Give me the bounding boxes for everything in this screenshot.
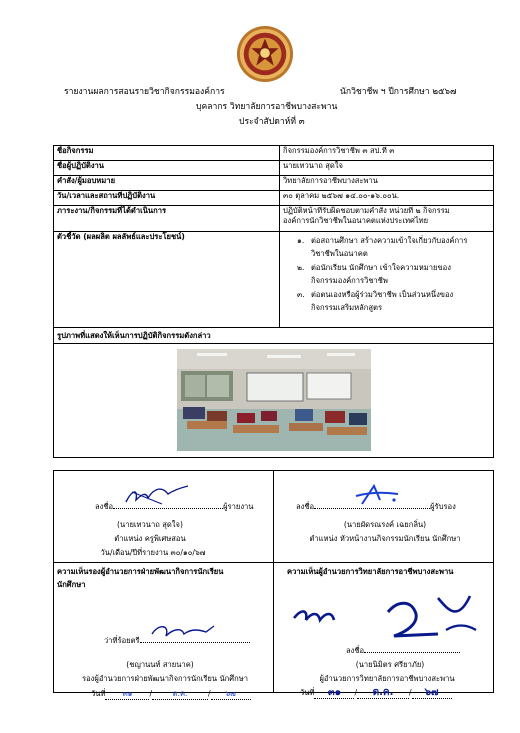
college-seal-icon bbox=[236, 25, 294, 83]
row-value-line1: ปฏิบัติหน้าที่รับผิดชอบตามคำสั่ง หน่วยที่ ๒ กิจกรรม bbox=[283, 206, 450, 215]
sign-prefix: ว่าที่ร้อยตรี bbox=[104, 636, 140, 645]
date-prefix: วันที่ bbox=[91, 689, 106, 698]
reporter-name: (นายเทวนาถ สุดใจ) bbox=[117, 520, 183, 529]
academic-year: นักวิชาชีพ ฯ ปีการศึกษา ๒๕๖๗ bbox=[340, 87, 457, 97]
row-label: คำสั่ง/ผู้มอบหมาย bbox=[54, 176, 280, 191]
director-name: (นายนิมิตร ศรียาภัย) bbox=[355, 660, 425, 669]
sign-prefix: ลงชื่อ bbox=[296, 502, 315, 511]
date-day: ๓๑ bbox=[314, 688, 354, 699]
sign-prefix: ลงชื่อ bbox=[346, 646, 365, 655]
college-line: บุคลากร วิทยาลัยการอาชีพบางสะพาน bbox=[196, 102, 338, 112]
date-day: ๓๑ bbox=[105, 689, 149, 700]
deputy-name: (ชญานนท์ สายนาค) bbox=[126, 660, 194, 669]
list-item bbox=[283, 288, 490, 314]
item-line1: ต่อตนเองหรือผู้ร่วมวิชาชีพ เป็นส่วนหนึ่งของ bbox=[311, 290, 454, 299]
signature-line bbox=[113, 508, 223, 509]
certifier-signature-icon bbox=[350, 482, 410, 508]
sign-prefix: ลงชื่อ bbox=[95, 502, 114, 511]
date-year: ๖๗ bbox=[412, 688, 452, 699]
item-line2: กิจกรรมเสริมหลักสูตร bbox=[311, 303, 383, 312]
deputy-date-line: วันที่ ๓๑ / ต.ค. / ๖๗ bbox=[91, 689, 251, 700]
director-position: ผู้อำนวยการวิทยาลัยการอาชีพบางสะพาน bbox=[319, 674, 455, 683]
director-date-line: วันที่ ๓๑ / ต.ค. / ๖๗ bbox=[300, 688, 452, 699]
item-line1: ต่อนักเรียน นักศึกษา เข้าใจความหมายของ bbox=[311, 263, 451, 272]
table-row bbox=[54, 176, 494, 191]
table-row bbox=[54, 146, 494, 161]
row-value: นายเทวนาถ สุดใจ bbox=[280, 161, 494, 176]
certifier-position: ตำแหน่ง หัวหน้างานกิจกรรมนักเรียน นักศึกษา bbox=[309, 534, 461, 543]
list-item bbox=[283, 261, 490, 287]
deputy-signature-icon bbox=[148, 620, 218, 644]
row-value-line2: องค์การนักวิชาชีพในอนาคตแห่งประเทศไทย bbox=[283, 216, 429, 225]
table-row bbox=[54, 206, 494, 232]
row-label: ชื่อผู้ปฏิบัติงาน bbox=[54, 161, 280, 176]
item-line2: วิชาชีพในอนาคต bbox=[311, 249, 368, 258]
indicator-row bbox=[54, 232, 494, 328]
photo-cell bbox=[54, 344, 494, 458]
report-title: รายงานผลการสอนรายวิชากิจกรรมองค์การ bbox=[64, 87, 225, 97]
date-year: ๖๗ bbox=[211, 689, 251, 700]
reporter-signature-icon bbox=[122, 482, 192, 508]
item-number: ๑. bbox=[297, 236, 305, 245]
deputy-opinion-title-line2: นักศึกษา bbox=[57, 580, 86, 589]
sign-suffix: ผู้รายงาน bbox=[223, 502, 254, 511]
certifier-name: (นายผัดรณรงค์ เฉยกลิ่น) bbox=[343, 520, 427, 529]
reporter-date: วัน/เดือน/ปีที่รายงาน ๓๐/๑๐/๖๗ bbox=[100, 548, 206, 557]
indicator-list-cell bbox=[280, 232, 494, 328]
date-prefix: วันที่ bbox=[300, 688, 315, 697]
row-value: วิทยาลัยการอาชีพบางสะพาน bbox=[280, 176, 494, 191]
reporter-position: ตำแหน่ง ครูพิเศษสอน bbox=[114, 534, 186, 543]
sign-suffix: ผู้รับรอง bbox=[430, 502, 456, 511]
list-item bbox=[283, 234, 490, 260]
date-month: ต.ค. bbox=[152, 689, 208, 700]
row-label: ชื่อกิจกรรม bbox=[54, 146, 280, 161]
row-value: ๓๐ ตุลาคม ๒๕๖๗ ๑๔.๐๐-๑๖.๐๐น. bbox=[280, 191, 494, 206]
item-line2: กิจกรรมองค์การวิชาชีพ bbox=[311, 276, 388, 285]
deputy-position: รองผู้อำนวยการฝ่ายพัฒนากิจการนักเรียน นักศึกษา bbox=[82, 674, 248, 683]
item-number: ๒. bbox=[297, 263, 305, 272]
row-label: วัน/เวลาและสถานที่ปฏิบัติงาน bbox=[54, 191, 280, 206]
signature-line bbox=[314, 508, 430, 509]
report-form-table bbox=[53, 145, 494, 458]
week-line: ประจำสัปดาห์ที่ ๓ bbox=[239, 117, 305, 127]
row-value: กิจกรรมองค์การวิชาชีพ ๓ สป.ที่ ๓ bbox=[280, 146, 494, 161]
photo-label: รูปภาพที่แสดงให้เห็นการปฏิบัติกิจกรรมดังกล่าว bbox=[54, 328, 494, 344]
indicator-label: ตัวชี้วัด (ผลผลิต ผลลัพธ์และประโยชน์) bbox=[54, 232, 280, 328]
table-row bbox=[54, 191, 494, 206]
row-value bbox=[280, 206, 494, 232]
photo-label-row bbox=[54, 328, 494, 344]
director-sign-line bbox=[346, 646, 460, 656]
indicator-list bbox=[283, 234, 490, 314]
row-label: ภาระงาน/กิจกรรมที่ได้ดำเนินการ bbox=[54, 206, 280, 232]
deputy-opinion-title: ความเห็นรองผู้อำนวยการฝ่ายพัฒนากิจการนักเรียน bbox=[57, 567, 224, 576]
table-row bbox=[54, 161, 494, 176]
item-number: ๓. bbox=[297, 290, 305, 299]
classroom-photo bbox=[177, 349, 371, 451]
item-line1: ต่อสถานศึกษา สร้างความเข้าใจเกี่ยวกับองค์การ bbox=[311, 236, 468, 245]
director-opinion-title: ความเห็นผู้อำนวยการวิทยาลัยการอาชีพบางสะพาน bbox=[287, 567, 454, 576]
date-month: ต.ค. bbox=[357, 688, 409, 699]
photo-row bbox=[54, 344, 494, 458]
director-handwriting-icon bbox=[288, 590, 488, 646]
signature-line bbox=[364, 652, 460, 653]
